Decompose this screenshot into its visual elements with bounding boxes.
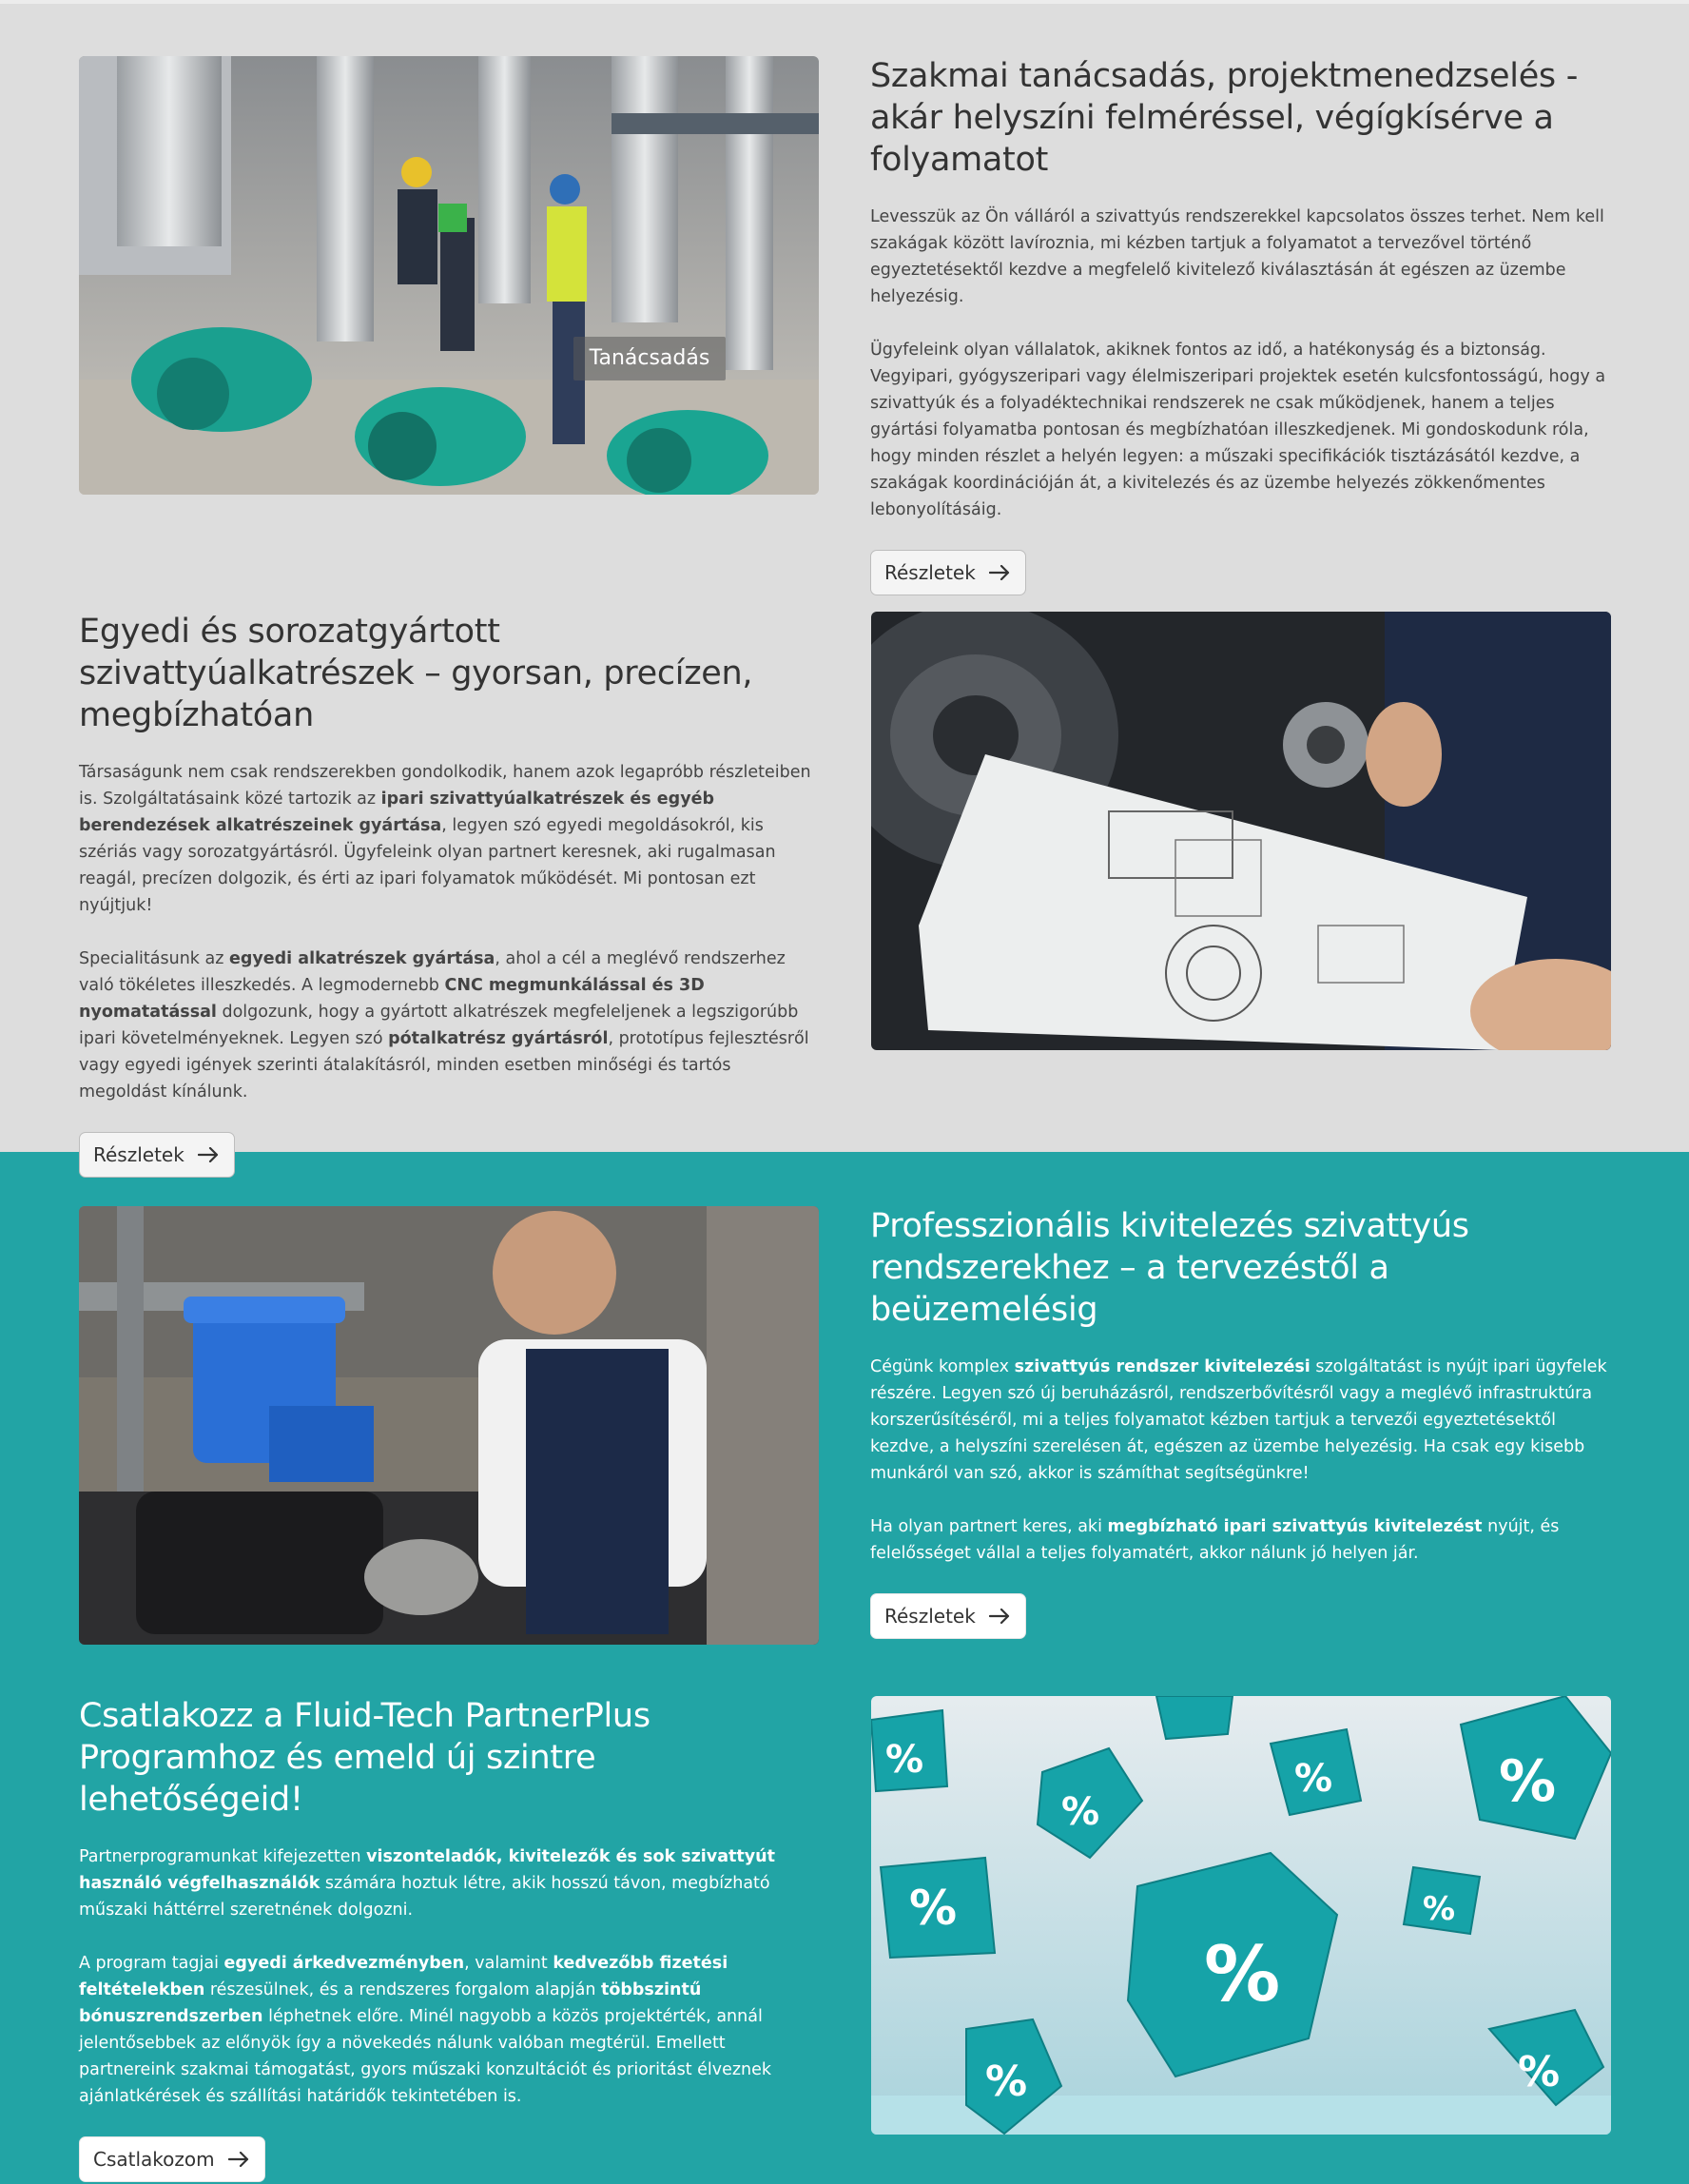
consulting-paragraph-1: Levesszük az Ön válláról a szivattyús rendszerekkel kapcsolatos összes terhet. Nem kell szakágak között lavíroznia, mi kézben tartjuk a folyamatot a tervezővel történő egyeztetésektől kezdve a megfelelő kivitelező kiválasztásán át egészen az üzembe helyezésig. (870, 207, 1604, 306)
svg-text:%: % (1061, 1790, 1100, 1834)
consulting-paragraph-2: Ügyfeleink olyan vállalatok, akiknek fontos az idő, a hatékonyság és a biztonság. Vegyipari, gyógyszeripari vagy élelmiszeripari projektek esetén kulcsfontosságú, hogy a szivattyúk és a folyadéktechnikai rendszerek ne csak működjenek, hanem a teljes gyártási folyamatba pontosan és megbízhatóan illeszkedjenek. Mi gondoskodunk róla, hogy minden részlet a helyén legyen: a műszaki specifikációk tisztázásától kezdve, a szakágak koordinációján át, a kivitelezés és az üzembe helyezés zökkenőmentes lebonyolításáig. (870, 341, 1606, 519)
svg-text:%: % (1204, 1930, 1281, 2018)
installation-paragraph-2: Ha olyan partnert keres, aki megbízható ipari szivattyús kivitelezést nyújt, és felelősséget vállal a teljes folyamatért, akkor nálunk jó helyen jár. (870, 1517, 1560, 1563)
partner-title: Csatlakozz a Fluid-Tech PartnerPlus Programhoz és emeld új szintre lehetőségeid! (79, 1697, 650, 1819)
arrow-right-icon (198, 1147, 219, 1162)
installation-text (870, 1205, 1612, 1639)
image-caption: Tanácsadás (573, 337, 726, 380)
installation-paragraph-1: Cégünk komplex szivattyús rendszer kivitelezési szolgáltatást is nyújt ipari ügyfelek részére. Legyen szó új beruházásról, rendszerbővítésről vagy a meglévő infrastruktúra korszerűsítéséről, mi a teljes folyamatot kézben tartjuk a tervezői egyeztetésektől kezdve, a helyszíni szerelésen át, egészen az üzembe helyezésig. Ha csak egy kisebb munkáról van szó, akkor is számíthat segítségünkre! (870, 1357, 1607, 1483)
svg-text:%: % (1423, 1890, 1456, 1928)
installation-details-button[interactable] (870, 1593, 1026, 1639)
parts-text (79, 611, 821, 1178)
parts-paragraph-2: Specialitásunk az egyedi alkatrészek gyártása, ahol a cél a meglévő rendszerhez való tökéletes illeszkedés. A legmodernebb CNC megmunkálással és 3D nyomatatással dolgozunk, hogy a gyártott alkatrészek megfeleljenek a legszigorúbb ipari követelményeknek. Legyen szó pótalkatrész gyártásról, prototípus fejlesztésről vagy egyedi igények szerinti átalakításról, minden esetben minőségi és tartós megoldást kínálunk. (79, 949, 809, 1102)
arrow-right-icon (989, 565, 1010, 580)
parts-image (871, 612, 1611, 1050)
arrow-right-icon (228, 2152, 249, 2167)
svg-text:%: % (909, 1881, 958, 1936)
installation-image (79, 1206, 819, 1645)
installation-title: Professzionális kivitelezés szivattyús rendszerekhez – a tervezéstől a beüzemelésig (870, 1207, 1469, 1329)
partner-join-button[interactable] (79, 2136, 265, 2182)
button-label: Részletek (93, 1143, 184, 1166)
partner-paragraph-1: Partnerprogramunkat kifejezetten viszonteladók, kivitelezők és sok szivattyút használó végfelhasználók számára hoztuk létre, akik hosszú távon, megbízható műszaki háttérrel szeretnének dolgozni. (79, 1847, 775, 1920)
parts-paragraph-1: Társaságunk nem csak rendszerekben gondolkodik, hanem azok legapróbb részleteiben is. Szolgáltatásaink közé tartozik az ipari szivattyúalkatrészek és egyéb berendezések alkatrészeinek gyártása, legyen szó egyedi megoldásokról, kis szériás vagy sorozatgyártásról. Ügyfeleink olyan partnert keresnek, aki rugalmasan reagál, precízen dolgozik, és érti az ipari folyamatok működését. Mi pontosan ezt nyújtjuk! (79, 763, 811, 915)
svg-text:%: % (1518, 2048, 1561, 2096)
svg-text:%: % (985, 2057, 1028, 2106)
svg-text:%: % (1499, 1748, 1557, 1815)
consulting-text (870, 55, 1612, 595)
parts-title: Egyedi és sorozatgyártott szivattyúalkatrészek – gyorsan, precízen, megbízhatóan (79, 613, 753, 734)
partner-text (79, 1695, 821, 2182)
button-label: Részletek (884, 561, 976, 584)
arrow-right-icon (989, 1609, 1010, 1624)
partner-paragraph-2: A program tagjai egyedi árkedvezményben, valamint kedvezőbb fizetési feltételekben részesülnek, és a rendszeres forgalom alapján többszintű bónuszrendszerben léphetnek előre. Minél nagyobb a közös projektérték, annál jelentősebbek az előnyök így a növekedés nálunk valóban megtérül. Emellett partnereink szakmai támogatást, gyors műszaki konzultációt és prioritást élveznek ajánlatkérések és szállítási határidők tekintetében is. (79, 1954, 772, 2106)
consulting-image (79, 56, 819, 495)
button-label: Részletek (884, 1605, 976, 1628)
consulting-details-button[interactable] (870, 550, 1026, 595)
svg-text:%: % (1294, 1757, 1333, 1801)
svg-text:%: % (885, 1738, 924, 1782)
parts-details-button[interactable] (79, 1132, 235, 1178)
consulting-title: Szakmai tanácsadás, projektmenedzselés - akár helyszíni felméréssel, végígkísérve a folyamatot (870, 57, 1579, 179)
discount-cubes-image (871, 1696, 1611, 2135)
button-label: Csatlakozom (93, 2148, 215, 2171)
